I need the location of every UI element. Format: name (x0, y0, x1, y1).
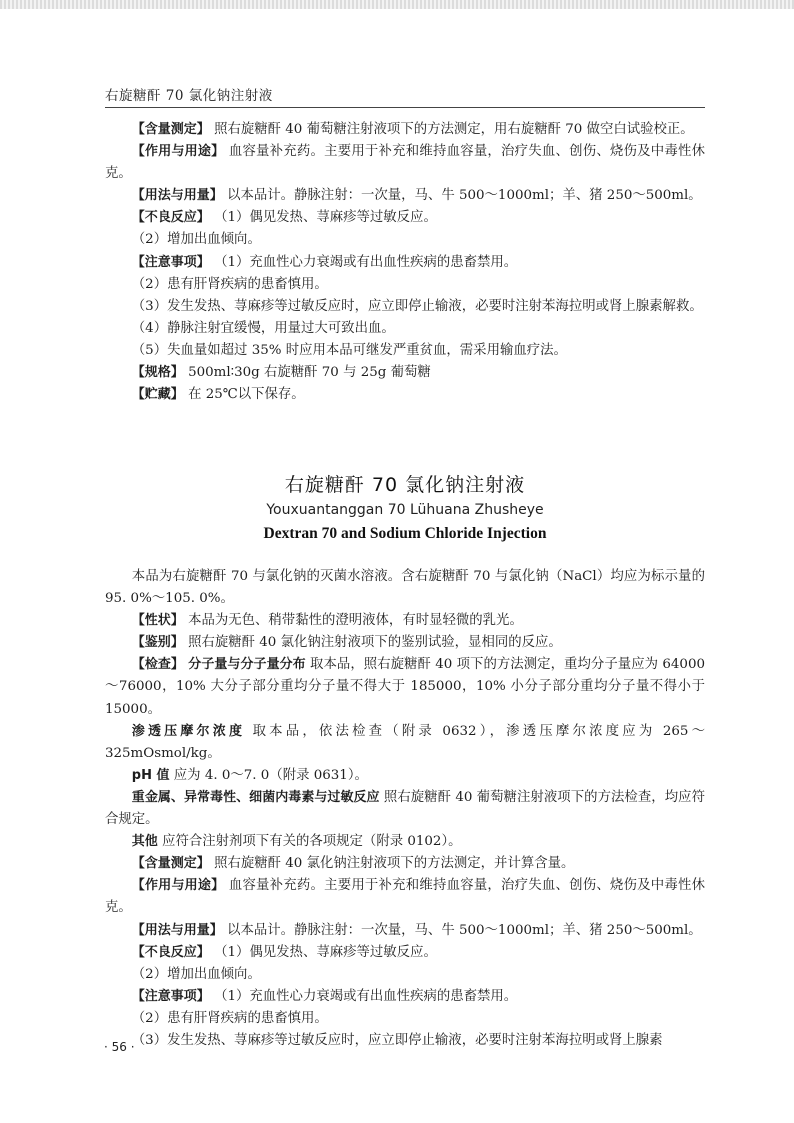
paragraph-assay: 【含量测定】 照右旋糖酐 40 氯化钠注射液项下的方法测定，并计算含量。 (131, 856, 575, 872)
paragraph-osmolality: 渗透压摩尔浓度 取本品，依法检查（附录 0632），渗透压摩尔浓度应为 265～325mOsmol/kg。 (105, 723, 705, 761)
page-number: · 56 · (104, 1040, 135, 1054)
paragraph-content-assay: 【含量测定】 照右旋糖酐 40 葡萄糖注射液项下的方法测定，用右旋糖酐 70 做空白试验校正。 (131, 122, 694, 137)
paragraph-dosage: 【用法与用量】 以本品计。静脉注射：一次量，马、牛 500～1000ml；羊、猪 250～500ml。 (131, 188, 702, 204)
paragraph-caution-5: （5）失血量如超过 35% 时应用本品可继发严重贫血，需采用输血疗法。 (131, 342, 567, 358)
paragraph-caution-2: （2）患有肝肾疾病的患畜慎用。 (131, 276, 328, 292)
paragraph-adverse-2: （2）增加出血倾向。 (131, 232, 261, 248)
paragraph-character: 【性状】 本品为无色、稍带黏性的澄明液体，有时显轻微的乳光。 (131, 613, 523, 629)
scan-top-band (0, 0, 794, 9)
paragraph-identification: 【鉴别】 照右旋糖酐 40 氯化钠注射液项下的鉴别试验，显相同的反应。 (131, 635, 562, 651)
paragraph-caution-3: （3）发生发热、荨麻疹等过敏反应时，应立即停止输液，必要时注射苯海拉明或肾上腺素 (131, 1032, 663, 1048)
paragraph-spec: 【规格】 500ml∶30g 右旋糖酐 70 与 25g 葡萄糖 (131, 365, 431, 381)
paragraph-adverse-2: （2）增加出血倾向。 (131, 966, 261, 982)
header-rule (105, 107, 705, 108)
paragraph-caution: 【注意事项】 （1）充血性心力衰竭或有出血性疾病的患畜禁用。 (131, 988, 518, 1004)
paragraph-heavy-metals: 重金属、异常毒性、细菌内毒素与过敏反应 照右旋糖酐 40 葡萄糖注射液项下的方法检查，均应符合规定。 (105, 789, 705, 828)
monograph-title-chinese: 右旋糖酐 70 氯化钠注射液 (284, 474, 526, 496)
monograph-body (105, 566, 705, 1052)
paragraph-action: 【作用与用途】 血容量补充药。主要用于补充和维持血容量，治疗失血、创伤、烧伤及中毒性休克。 (105, 878, 705, 916)
paragraph-adverse: 【不良反应】 （1）偶见发热、荨麻疹等过敏反应。 (131, 210, 437, 226)
paragraph-caution-2: （2）患有肝肾疾病的患畜慎用。 (131, 1010, 328, 1026)
paragraph-adverse: 【不良反应】 （1）偶见发热、荨麻疹等过敏反应。 (131, 944, 437, 960)
monograph-title-english: Dextran 70 and Sodium Chloride Injection (263, 525, 547, 542)
paragraph-caution-4: （4）静脉注射宜缓慢，用量过大可致出血。 (131, 320, 395, 336)
paragraph-test-mw: 【检查】 分子量与分子量分布 取本品，照右旋糖酐 40 项下的方法测定，重均分子量应为 64000～76000，10% 大分子部分重均分子量不得大于 185000，10% 小分子部分重均分子量不得小于 15000。 (105, 657, 705, 717)
paragraph-intro: 本品为右旋糖酐 70 与氯化钠的灭菌水溶液。含右旋糖酐 70 与氯化钠（NaCl）均应为标示量的 95. 0%～105. 0%。 (105, 569, 705, 607)
paragraph-ph: pH 值 应为 4. 0～7. 0（附录 0631）。 (131, 767, 368, 783)
paragraph-other: 其他 应符合注射剂项下有关的各项规定（附录 0102）。 (131, 834, 462, 850)
paragraph-storage: 【贮藏】 在 25℃以下保存。 (131, 387, 305, 403)
paragraph-dosage: 【用法与用量】 以本品计。静脉注射：一次量，马、牛 500～1000ml；羊、猪 250～500ml。 (131, 922, 702, 938)
previous-monograph-tail (105, 119, 705, 406)
running-header: 右旋糖酐 70 氯化钠注射液 (105, 88, 273, 104)
monograph-title-pinyin: Youxuantanggan 70 Lühuana Zhusheye (266, 502, 544, 518)
paragraph-action: 【作用与用途】 血容量补充药。主要用于补充和维持血容量，治疗失血、创伤、烧伤及中毒性休克。 (105, 144, 705, 182)
paragraph-caution-3: （3）发生发热、荨麻疹等过敏反应时，应立即停止输液，必要时注射苯海拉明或肾上腺素解救。 (131, 298, 703, 314)
paragraph-caution: 【注意事项】 （1）充血性心力衰竭或有出血性疾病的患畜禁用。 (131, 254, 518, 270)
